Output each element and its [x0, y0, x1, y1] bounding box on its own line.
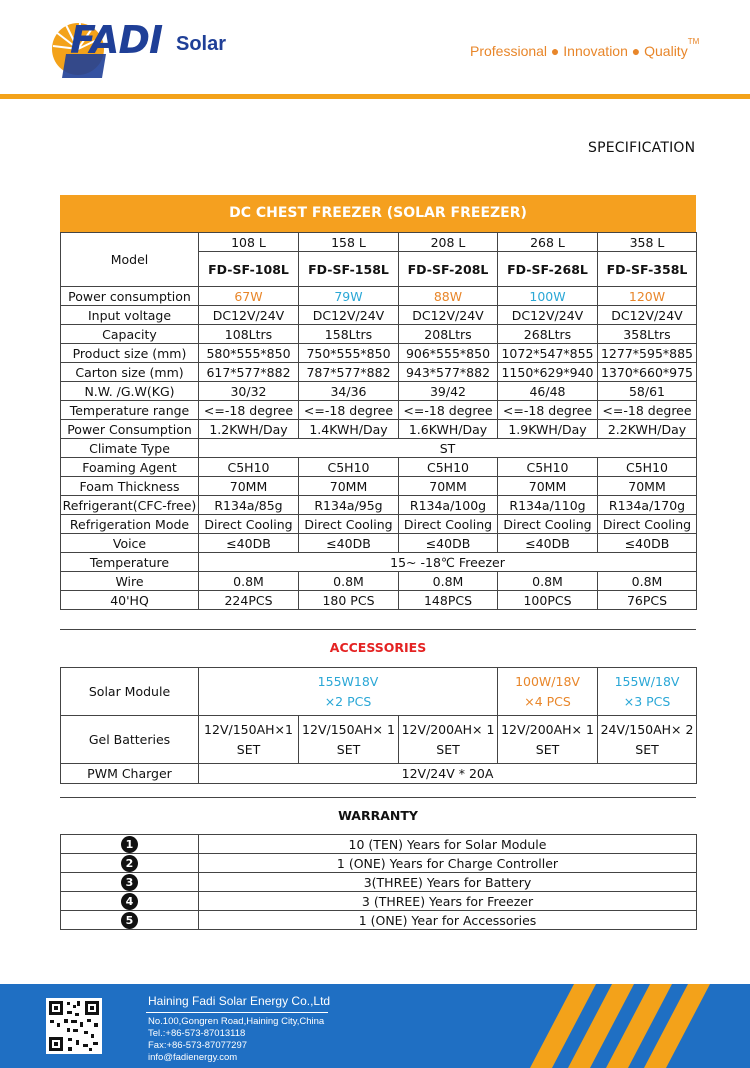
cell: C5H10 [598, 458, 697, 477]
cell: 108Ltrs [199, 325, 299, 344]
solar-qty: ×3 PCS [623, 693, 671, 709]
cell: 39/42 [399, 382, 498, 401]
cell: 70MM [498, 477, 598, 496]
cell: 70MM [299, 477, 399, 496]
cell: R134a/95g [299, 496, 399, 515]
cell: 79W [299, 287, 399, 306]
tagline [470, 37, 700, 59]
row-label: 40'HQ [61, 591, 199, 610]
cell: 12V/150AH×1 SET [199, 716, 299, 764]
cell: 1072*547*855 [498, 344, 598, 363]
cell: 580*555*850 [199, 344, 299, 363]
table-row [61, 892, 697, 911]
cell: 70MM [199, 477, 299, 496]
solar-qty: ×4 PCS [524, 693, 571, 709]
row-label: Power consumption [61, 287, 199, 306]
cell: 67W [199, 287, 299, 306]
cell: 1.2KWH/Day [199, 420, 299, 439]
cell: DC12V/24V [598, 306, 697, 325]
warranty-number [61, 854, 199, 873]
warranty-number [61, 892, 199, 911]
table-row [61, 233, 697, 252]
table-row [61, 420, 697, 439]
row-label: Foaming Agent [61, 458, 199, 477]
cell: Direct Cooling [498, 515, 598, 534]
cell: R134a/110g [498, 496, 598, 515]
table-row [61, 287, 697, 306]
cell: ST [199, 439, 697, 458]
cell: 12V/200AH× 1 SET [399, 716, 498, 764]
email-link[interactable]: info@fadienergy.com [148, 1052, 238, 1063]
cell: 76PCS [598, 591, 697, 610]
model-name: FD-SF-108L [199, 252, 299, 287]
divider [60, 797, 696, 798]
row-label: Refrigerant(CFC-free) [61, 496, 199, 515]
capacity-header: 108 L [199, 233, 299, 252]
row-label: Power Consumption [61, 420, 199, 439]
cell: Direct Cooling [399, 515, 498, 534]
cell: C5H10 [299, 458, 399, 477]
capacity-header: 268 L [498, 233, 598, 252]
table-row [61, 458, 697, 477]
spec-table [60, 232, 697, 610]
cell: 1277*595*885 [598, 344, 697, 363]
pwm-charger-label: PWM Charger [61, 764, 199, 784]
cell: 30/32 [199, 382, 299, 401]
solar-spec: 100W/18V [515, 673, 580, 689]
page-header [0, 0, 750, 100]
row-label: Capacity [61, 325, 199, 344]
table-row [61, 363, 697, 382]
row-label: Refrigeration Mode [61, 515, 199, 534]
footer-divider [146, 1012, 328, 1013]
solar-spec: 155W/18V [614, 673, 680, 689]
cell: 88W [399, 287, 498, 306]
warranty-text: 3 (THREE) Years for Freezer [199, 892, 697, 911]
table-row [61, 344, 697, 363]
telephone: Tel.:+86-573-87013118 [148, 1028, 246, 1039]
cell: 208Ltrs [399, 325, 498, 344]
table-row [61, 382, 697, 401]
table-row [61, 716, 697, 764]
address: No.100,Gongren Road,Haining City,China [148, 1016, 325, 1027]
cell: C5H10 [199, 458, 299, 477]
table-row [61, 534, 697, 553]
cell: 158Ltrs [299, 325, 399, 344]
number-badge-icon: 3 [121, 874, 138, 891]
table-row [61, 835, 697, 854]
cell: 1370*660*975 [598, 363, 697, 382]
model-name: FD-SF-208L [399, 252, 498, 287]
cell: 1.9KWH/Day [498, 420, 598, 439]
cell: 58/61 [598, 382, 697, 401]
cell: 787*577*882 [299, 363, 399, 382]
table-row [61, 496, 697, 515]
cell: 148PCS [399, 591, 498, 610]
row-label: Foam Thickness [61, 477, 199, 496]
number-badge-icon: 5 [121, 912, 138, 929]
cell: 70MM [598, 477, 697, 496]
row-label: Temperature [61, 553, 199, 572]
solar-module-cell [498, 668, 598, 716]
cell: DC12V/24V [399, 306, 498, 325]
table-row [61, 553, 697, 572]
trademark: TM [687, 37, 700, 46]
tagline-text: Professional ● Innovation ● Quality [470, 43, 688, 59]
qr-code-icon [46, 998, 102, 1054]
cell: 224PCS [199, 591, 299, 610]
row-label: Carton size (mm) [61, 363, 199, 382]
table-row [61, 306, 697, 325]
capacity-header: 158 L [299, 233, 399, 252]
cell: 2.2KWH/Day [598, 420, 697, 439]
cell: <=-18 degree [399, 401, 498, 420]
warranty-number [61, 873, 199, 892]
cell: 70MM [399, 477, 498, 496]
table-row [61, 591, 697, 610]
divider [60, 629, 696, 630]
cell: 1.4KWH/Day [299, 420, 399, 439]
cell: 24V/150AH× 2 SET [598, 716, 697, 764]
cell: 0.8M [199, 572, 299, 591]
model-name: FD-SF-268L [498, 252, 598, 287]
cell: 15~ -18℃ Freezer [199, 553, 697, 572]
warranty-number [61, 911, 199, 930]
gel-batteries-label: Gel Batteries [61, 716, 199, 764]
table-row [61, 401, 697, 420]
cell: 100W [498, 287, 598, 306]
capacity-header: 208 L [399, 233, 498, 252]
model-name: FD-SF-158L [299, 252, 399, 287]
warranty-number [61, 835, 199, 854]
cell: 906*555*850 [399, 344, 498, 363]
cell: 46/48 [498, 382, 598, 401]
table-row [61, 515, 697, 534]
solar-module-label: Solar Module [61, 668, 199, 716]
cell: 617*577*882 [199, 363, 299, 382]
cell: 100PCS [498, 591, 598, 610]
decorative-stripes-icon [470, 984, 750, 1068]
number-badge-icon: 4 [121, 893, 138, 910]
warranty-text: 1 (ONE) Years for Charge Controller [199, 854, 697, 873]
table-row [61, 477, 697, 496]
table-banner: DC CHEST FREEZER (SOLAR FREEZER) [60, 195, 696, 232]
cell: 1.6KWH/Day [399, 420, 498, 439]
cell: ≤40DB [498, 534, 598, 553]
solar-module-cell [199, 668, 498, 716]
capacity-header: 358 L [598, 233, 697, 252]
cell: 0.8M [598, 572, 697, 591]
header-divider [0, 94, 750, 99]
model-label: Model [61, 233, 199, 287]
cell: R134a/170g [598, 496, 697, 515]
cell: DC12V/24V [199, 306, 299, 325]
company-name: Haining Fadi Solar Energy Co.,Ltd [148, 994, 331, 1008]
cell: ≤40DB [199, 534, 299, 553]
solar-module-cell [598, 668, 697, 716]
cell: Direct Cooling [199, 515, 299, 534]
page-title: SPECIFICATION [588, 140, 696, 156]
cell: R134a/85g [199, 496, 299, 515]
row-label: Input voltage [61, 306, 199, 325]
warranty-text: 1 (ONE) Year for Accessories [199, 911, 697, 930]
accessories-table [60, 667, 697, 784]
table-row [61, 873, 697, 892]
table-row [61, 439, 697, 458]
cell: ≤40DB [299, 534, 399, 553]
cell: <=-18 degree [299, 401, 399, 420]
row-label: Temperature range [61, 401, 199, 420]
cell: Direct Cooling [598, 515, 697, 534]
solar-qty: ×2 PCS [324, 693, 372, 709]
cell: R134a/100g [399, 496, 498, 515]
cell: Direct Cooling [299, 515, 399, 534]
row-label: Voice [61, 534, 199, 553]
table-row [61, 572, 697, 591]
table-row [61, 764, 697, 784]
cell: 268Ltrs [498, 325, 598, 344]
cell: 180 PCS [299, 591, 399, 610]
number-badge-icon: 2 [121, 855, 138, 872]
model-name: FD-SF-358L [598, 252, 697, 287]
number-badge-icon: 1 [121, 836, 138, 853]
cell: 358Ltrs [598, 325, 697, 344]
cell: 943*577*882 [399, 363, 498, 382]
table-row [61, 325, 697, 344]
cell: <=-18 degree [598, 401, 697, 420]
row-label: N.W. /G.W(KG) [61, 382, 199, 401]
cell: DC12V/24V [299, 306, 399, 325]
cell: ≤40DB [399, 534, 498, 553]
logo-solar-text: Solar [176, 33, 227, 55]
cell: 120W [598, 287, 697, 306]
row-label: Product size (mm) [61, 344, 199, 363]
cell: 34/36 [299, 382, 399, 401]
cell: 0.8M [498, 572, 598, 591]
accessories-title: ACCESSORIES [329, 640, 427, 655]
row-label: Wire [61, 572, 199, 591]
table-row [61, 911, 697, 930]
cell: 750*555*850 [299, 344, 399, 363]
warranty-table [60, 834, 697, 930]
cell: C5H10 [498, 458, 598, 477]
cell: 12V/24V * 20A [199, 764, 697, 784]
cell: 12V/150AH× 1 SET [299, 716, 399, 764]
fax: Fax:+86-573-87077297 [148, 1040, 248, 1051]
cell: 0.8M [299, 572, 399, 591]
page-footer [0, 984, 750, 1068]
cell: 0.8M [399, 572, 498, 591]
logo-wordmark: FADI [70, 18, 163, 62]
contact-info [148, 1016, 324, 1064]
cell: C5H10 [399, 458, 498, 477]
warranty-text: 10 (TEN) Years for Solar Module [199, 835, 697, 854]
warranty-text: 3(THREE) Years for Battery [199, 873, 697, 892]
table-row [61, 854, 697, 873]
cell: DC12V/24V [498, 306, 598, 325]
cell: <=-18 degree [498, 401, 598, 420]
cell: 12V/200AH× 1 SET [498, 716, 598, 764]
table-row [61, 668, 697, 716]
warranty-title: WARRANTY [338, 808, 418, 823]
row-label: Climate Type [61, 439, 199, 458]
cell: <=-18 degree [199, 401, 299, 420]
cell: ≤40DB [598, 534, 697, 553]
cell: 1150*629*940 [498, 363, 598, 382]
solar-spec: 155W18V [317, 673, 379, 689]
